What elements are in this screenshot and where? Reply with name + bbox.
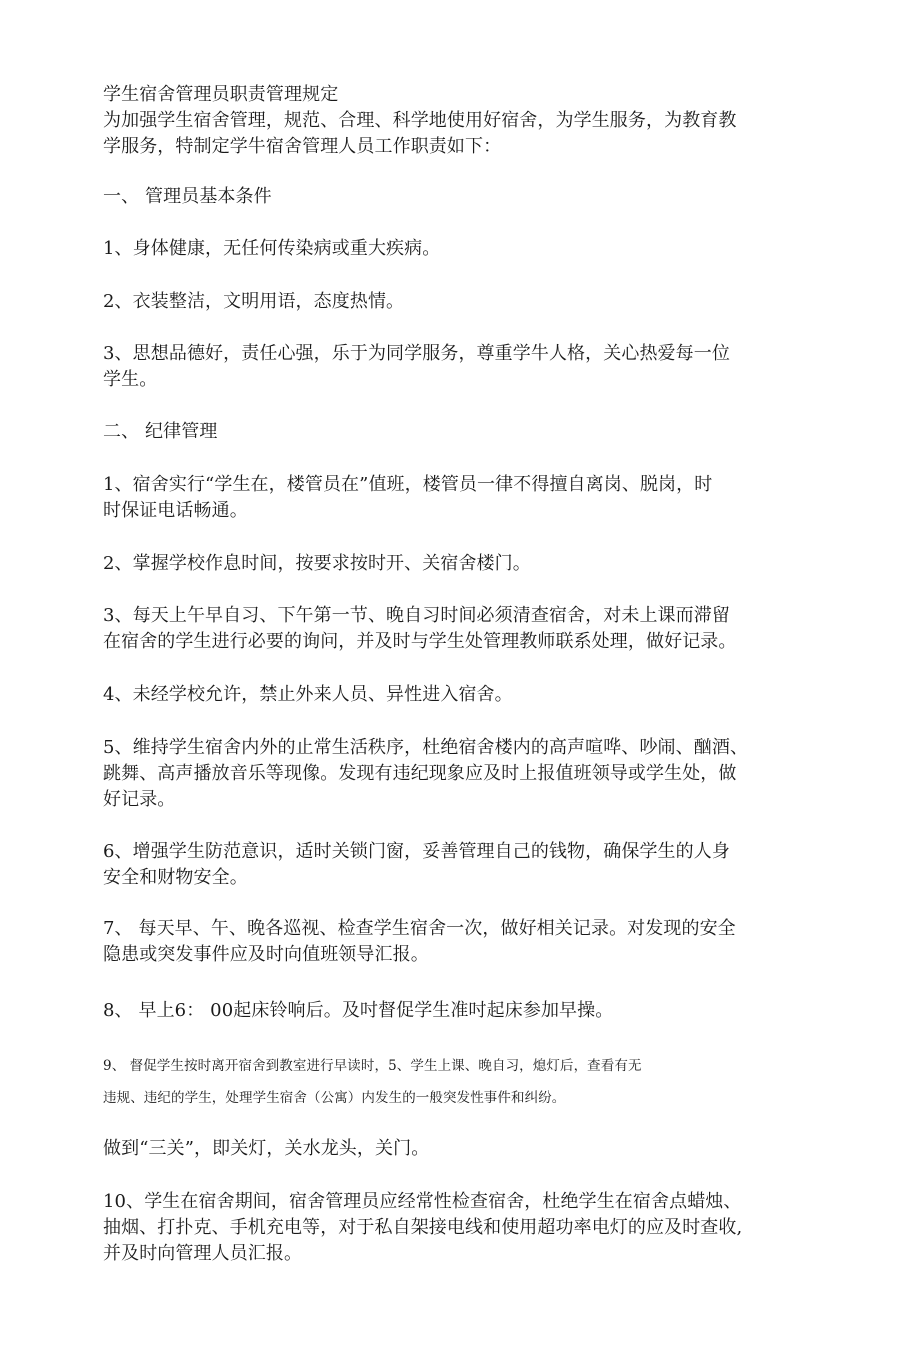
basic-item-3-line-2: 学生。 — [103, 369, 158, 390]
discipline-item-10-line-3: 并及时向管理人员汇报。 — [103, 1243, 303, 1264]
discipline-item-7-line-1: 7、 每天早、午、晚各巡视、检查学生宿舍一次，做好相关记录。对发现的安全 — [103, 918, 736, 939]
discipline-item-10-line-2: 抽烟、打扑克、手机充电等，对于私自架接电线和使用超功率电灯的应及时查收, — [103, 1217, 743, 1238]
discipline-item-8: 8、 早上6： 00起床铃响后。及吋督促学生准吋起床参加早操。 — [103, 1000, 614, 1021]
discipline-item-10-line-1: 10、学生在宿舍期间，宿舍管理员应经常性检查宿舍，杜绝学生在宿舍点蜡烛、 — [103, 1191, 742, 1212]
discipline-item-6-line-1: 6、增强学生防范意识，适时关锁门窗，妥善管理自己的钱物，确保学生的人身 — [103, 841, 730, 862]
section-heading-discipline: 二、 纪律管理 — [103, 421, 218, 442]
discipline-item-3-line-2: 在宿舍的学生进行必要的询问，并及时与学生处管理教师联系处理，做好记录。 — [103, 631, 737, 652]
discipline-item-9-line-1: 9、 督促学生按时离开宿舍到教室进行早读时，5、学生上课、晚自习，熄灯后，查看有无 — [103, 1058, 642, 1074]
intro-line-2: 学服务，特制定学牛宿舍管理人员工作职责如下： — [103, 136, 502, 157]
discipline-item-5-line-1: 5、维持学生宿舍内外的止常生活秩序，杜绝宿舍楼内的高声喧哗、吵闹、酗酒、 — [103, 737, 749, 758]
section-heading-basic-conditions: 一、 管理员基本条件 — [103, 186, 272, 207]
basic-item-1: 1、身体健康，无任何传染病或重大疾病。 — [103, 238, 441, 259]
discipline-item-4: 4、未经学校允许，禁止外来人员、异性进入宿舍。 — [103, 684, 513, 705]
discipline-item-1-line-1: 1、宿舍实行“学生在，楼管员在”值班，楼管员一律不得擅自离岗、脱岗，时 — [103, 474, 713, 495]
discipline-item-7-line-2: 隐患或突发事件应及时向值班领导汇报。 — [103, 944, 429, 965]
discipline-item-3-line-1: 3、每天上午早自习、下午第一节、晚自习时间必须清查宿舍，对未上课而滞留 — [103, 605, 730, 626]
basic-item-3-line-1: 3、思想品德好，责任心强，乐于为同学服务，尊重学牛人格，关心热爱每一位 — [103, 343, 730, 364]
three-close-note: 做到“三关”，即关灯，关水龙头，关门。 — [103, 1138, 430, 1159]
discipline-item-5-line-3: 好记录。 — [103, 789, 176, 810]
discipline-item-1-line-2: 时保证电话畅通。 — [103, 500, 248, 521]
discipline-item-6-line-2: 安全和财物安全。 — [103, 867, 248, 888]
document-title: 学生宿舍管理员职责管理规定 — [103, 84, 339, 105]
intro-line-1: 为加强学生宿舍管理，规范、合理、科学地使用好宿舍，为学生服务，为教育教 — [103, 110, 737, 131]
discipline-item-2: 2、掌握学校作息时间，按要求按时开、关宿舍楼门。 — [103, 553, 531, 574]
discipline-item-5-line-2: 跳舞、高声播放音乐等现像。发现有违纪现象应及时上报值班领导或学生处，做 — [103, 763, 737, 784]
discipline-item-9-line-2: 违规、违纪的学生，处理学生宿舍（公寓）内发生的一般突发性事件和纠纷。 — [103, 1090, 566, 1106]
basic-item-2: 2、衣装整洁，文明用语，态度热情。 — [103, 291, 405, 312]
